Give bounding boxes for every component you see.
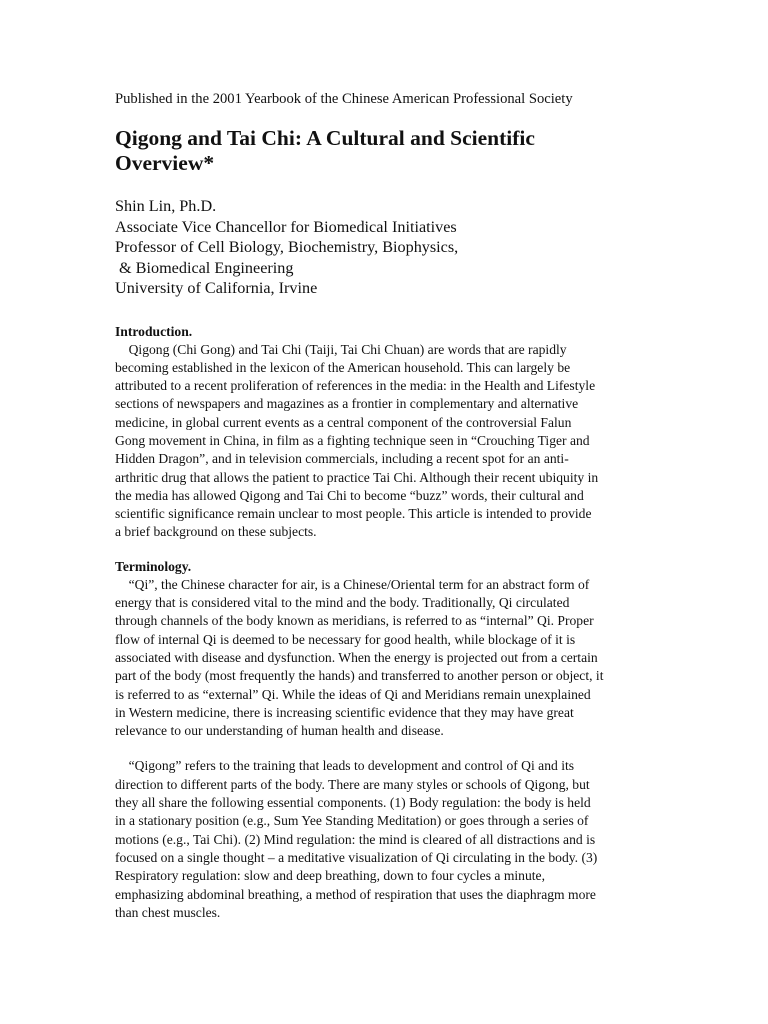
author-title: Associate Vice Chancellor for Biomedical Initiatives [115, 217, 457, 236]
text-line: emphasizing abdominal breathing, a method of respiration that uses the diaphragm more [115, 886, 596, 902]
text-line: direction to different parts of the body. There are many styles or schools of Qigong, but [115, 776, 590, 792]
document-page [115, 90, 675, 938]
text-line: than chest muscles. [115, 904, 221, 920]
text-line: a brief background on these subjects. [115, 524, 317, 540]
text-line: focused on a single thought – a meditative visualization of Qi circulating in the body. (3) [115, 849, 598, 865]
document-title [115, 126, 675, 176]
text-line: associated with disease and dysfunction. When the energy is projected out from a certain [115, 649, 598, 665]
text-line: in a stationary position (e.g., Sum Yee Standing Meditation) or goes through a series of [115, 813, 589, 829]
terminology-paragraph-1 [115, 576, 675, 741]
section-heading-introduction: Introduction. [115, 323, 193, 339]
author-affiliation: University of California, Irvine [115, 279, 318, 297]
text-line: “Qi”, the Chinese character for air, is a Chinese/Oriental term for an abstract form of [115, 576, 590, 592]
text-line: becoming established in the lexicon of the American household. This can largely be [115, 359, 571, 375]
title-line-2: Overview* [115, 151, 215, 175]
text-line: medicine, in global current events as a central component of the controversial Falun [115, 414, 572, 430]
terminology-paragraph-2 [115, 757, 675, 922]
publication-line: Published in the 2001 Yearbook of the Chinese American Professional Society [115, 91, 573, 107]
terminology-section [115, 558, 675, 922]
author-block [115, 196, 675, 299]
text-line: part of the body (most frequently the hands) and transferred to another person or object, it [115, 668, 604, 684]
text-line: Qigong (Chi Gong) and Tai Chi (Taiji, Tai Chi Chuan) are words that are rapidly [115, 341, 567, 357]
text-line: Hidden Dragon”, and in television commercials, including a recent spot for an anti- [115, 451, 569, 467]
title-line-1: Qigong and Tai Chi: A Cultural and Scientific [115, 126, 535, 150]
text-line: they all share the following essential components. (1) Body regulation: the body is held [115, 795, 591, 811]
text-line: is referred to as “external” Qi. While the ideas of Qi and Meridians remain unexplained [115, 686, 591, 702]
text-line: relevance to our understanding of human health and disease. [115, 723, 444, 739]
text-line: Gong movement in China, in film as a fighting technique seen in “Crouching Tiger and [115, 432, 590, 448]
author-position: Professor of Cell Biology, Biochemistry, Biophysics, [115, 238, 459, 256]
paragraph-gap [115, 740, 675, 757]
text-line: attributed to a recent proliferation of references in the media: in the Health and Lifestyle [115, 378, 596, 394]
text-line: scientific significance remain unclear to most people. This article is intended to provide [115, 506, 592, 522]
author-name: Shin Lin, Ph.D. [115, 197, 217, 215]
text-line: arthritic drug that allows the patient to practice Tai Chi. Although their recent ubiquity in [115, 469, 599, 485]
text-line: flow of internal Qi is deemed to be necessary for good health, while blockage of it is [115, 631, 576, 647]
text-line: energy that is considered vital to the mind and the body. Traditionally, Qi circulated [115, 595, 570, 611]
section-heading-terminology: Terminology. [115, 558, 192, 574]
text-line: sections of newspapers and magazines as a frontier in complementary and alternative [115, 396, 579, 412]
text-line: Respiratory regulation: slow and deep breathing, down to four cycles a minute, [115, 868, 545, 884]
text-line: motions (e.g., Tai Chi). (2) Mind regulation: the mind is cleared of all distractions and is [115, 831, 596, 847]
introduction-section [115, 323, 675, 542]
introduction-paragraph [115, 341, 675, 542]
text-line: through channels of the body known as meridians, is referred to as “internal” Qi. Proper [115, 613, 594, 629]
text-line: “Qigong” refers to the training that leads to development and control of Qi and its [115, 758, 575, 774]
text-line: the media has allowed Qigong and Tai Chi to become “buzz” words, their cultural and [115, 487, 584, 503]
text-line: in Western medicine, there is increasing scientific evidence that they may have great [115, 704, 574, 720]
author-position-cont: & Biomedical Engineering [115, 258, 294, 277]
